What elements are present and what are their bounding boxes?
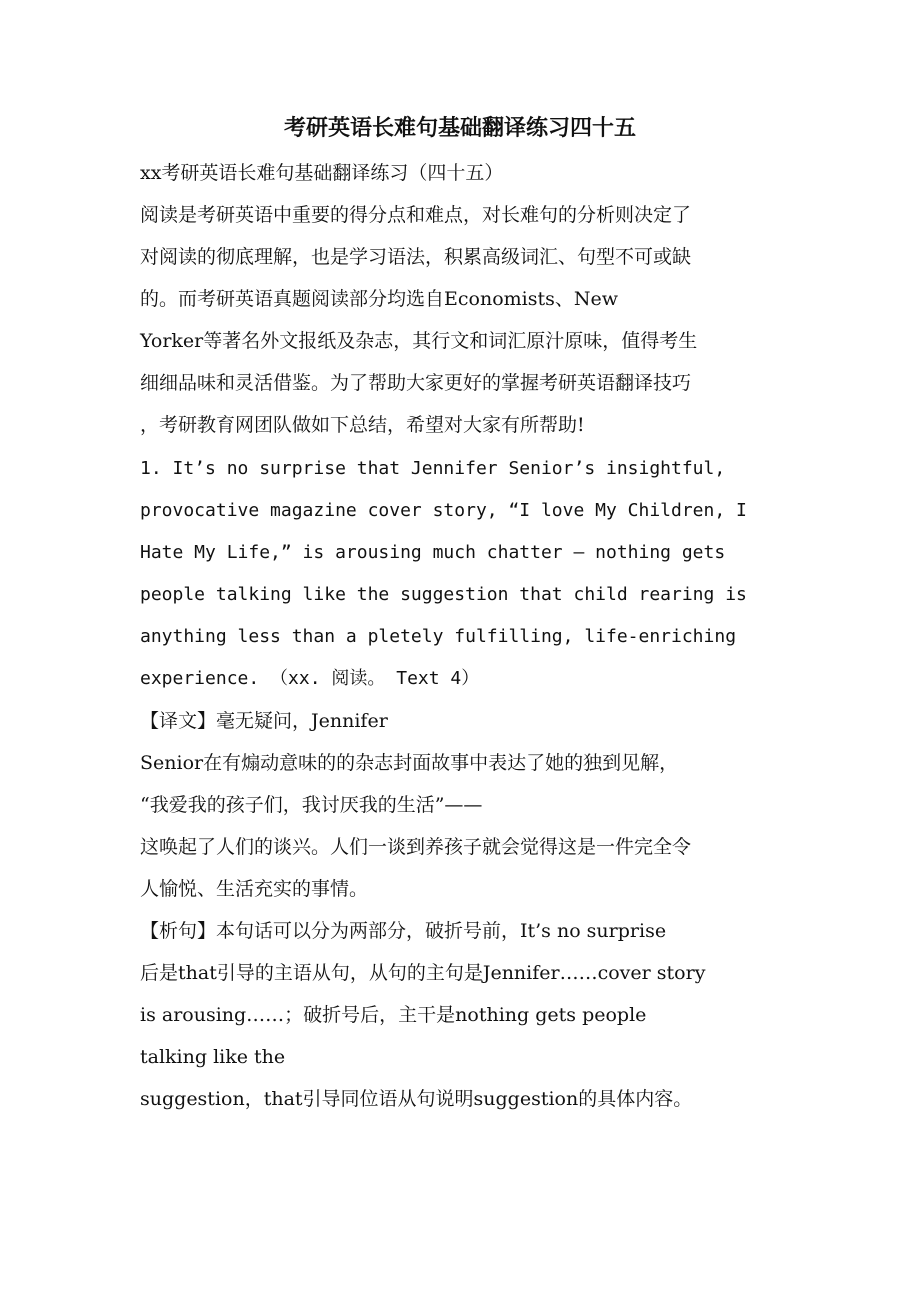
translation-line: “我爱我的孩子们，我讨厌我的生活”—— — [140, 794, 483, 816]
paragraph-line: ，考研教育网团队做如下总结，希望对大家有所帮助! — [140, 414, 585, 436]
translation-line: 人愉悦、生活充实的事情。 — [140, 878, 369, 900]
paragraph-line: 细细品味和灵活借鉴。为了帮助大家更好的掌握考研英语翻译技巧 — [140, 372, 692, 394]
translation-line: Senior在有煽动意味的的杂志封面故事中表达了她的独到见解， — [140, 752, 679, 774]
analysis-line: suggestion，that引导同位语从句说明suggestion的具体内容。 — [140, 1088, 693, 1110]
paragraph-line: 阅读是考研英语中重要的得分点和难点，对长难句的分析则决定了 — [140, 204, 692, 226]
translation-line: 【译文】毫无疑问，Jennifer — [140, 710, 388, 732]
example-sentence-line: anything less than a pletely fulfilling, life-enriching — [140, 626, 737, 647]
analysis-line: 【析句】本句话可以分为两部分，破折号前，It’s no surprise — [140, 920, 667, 942]
analysis-line: talking like the — [140, 1046, 286, 1068]
paragraph-line: 的。而考研英语真题阅读部分均选自Economists、New — [140, 288, 618, 310]
subtitle-line: xx考研英语长难句基础翻译练习（四十五） — [140, 162, 504, 184]
document-title: 考研英语长难句基础翻译练习四十五 — [283, 115, 636, 141]
example-sentence-line: experience. （xx. 阅读。 Text 4） — [140, 668, 480, 689]
example-sentence-line: people talking like the suggestion that child rearing is — [140, 584, 747, 605]
paragraph-line: 对阅读的彻底理解，也是学习语法，积累高级词汇、句型不可或缺 — [140, 246, 692, 268]
analysis-line: is arousing……；破折号后，主干是nothing gets people — [140, 1004, 647, 1026]
analysis-line: 后是that引导的主语从句，从句的主句是Jennifer……cover story — [140, 962, 706, 984]
paragraph-line: Yorker等著名外文报纸及杂志，其行文和词汇原汁原味，值得考生 — [140, 330, 698, 352]
translation-line: 这唤起了人们的谈兴。人们一谈到养孩子就会觉得这是一件完全令 — [140, 836, 692, 858]
example-sentence-line: 1. It’s no surprise that Jennifer Senior’s insightful, — [140, 458, 726, 479]
example-sentence-line: provocative magazine cover story, “I love My Children, I — [140, 500, 747, 521]
example-sentence-line: Hate My Life,” is arousing much chatter – nothing gets — [140, 542, 726, 563]
